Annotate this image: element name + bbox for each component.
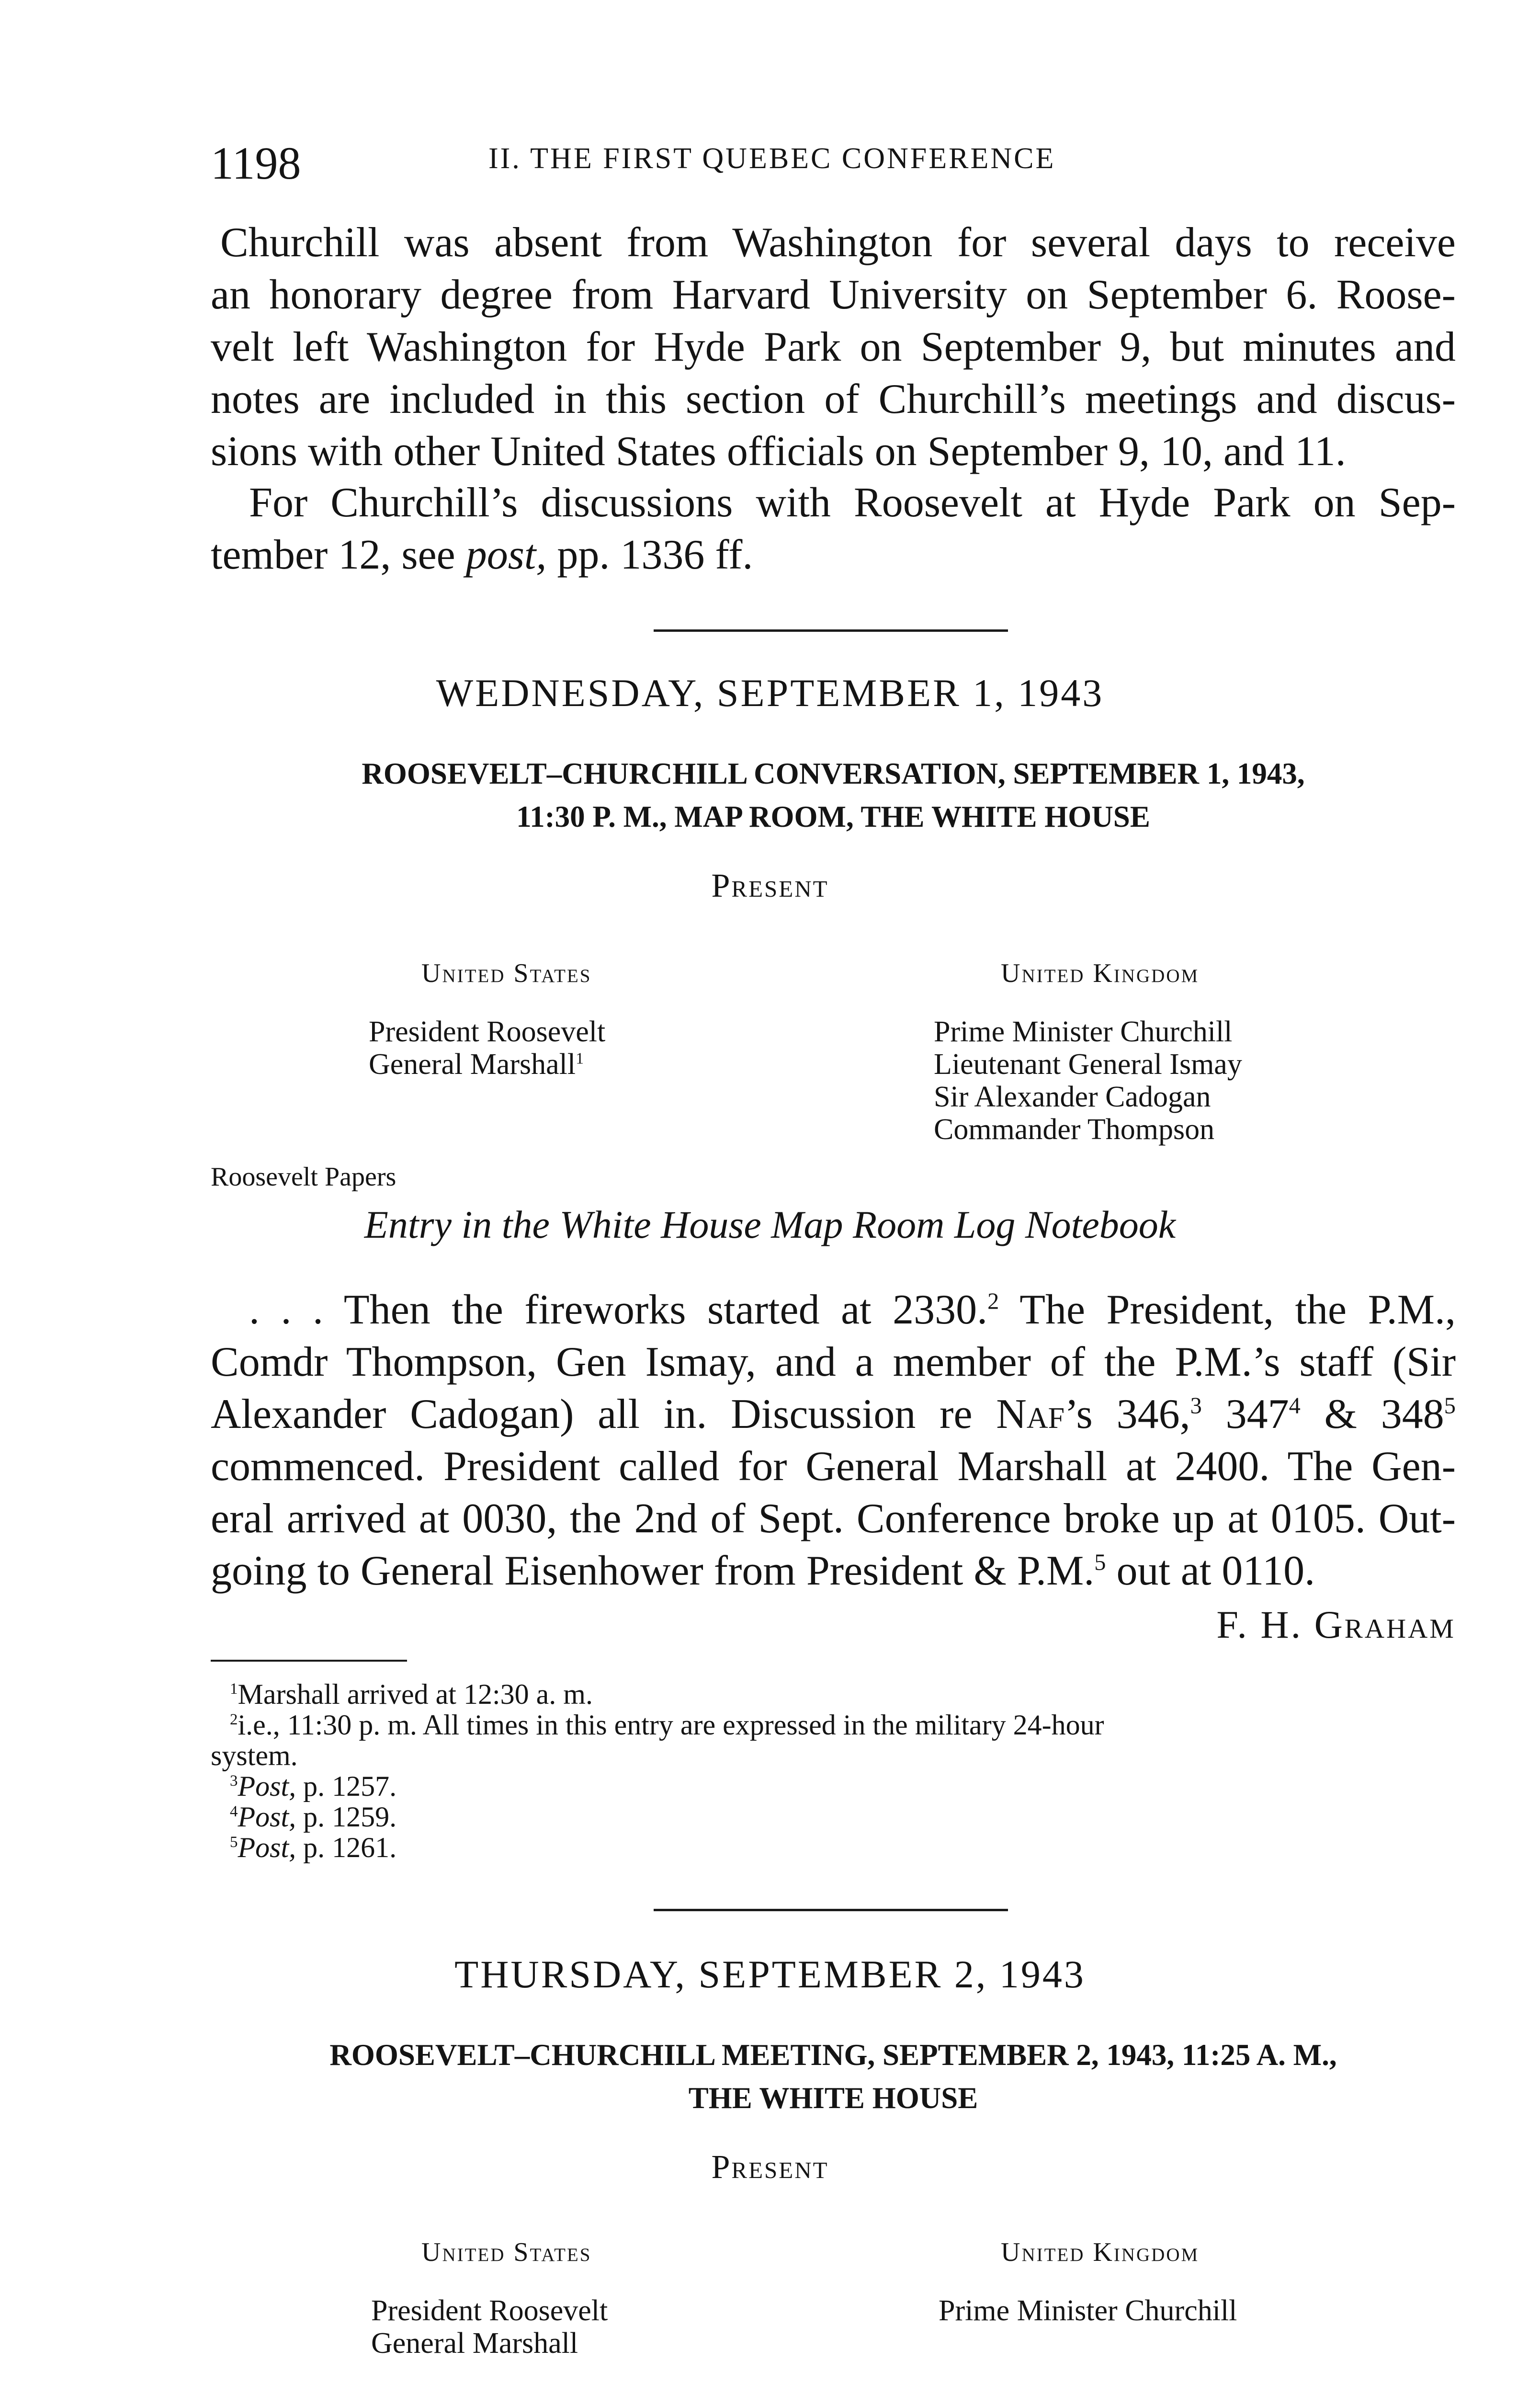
body-line: eral arrived at 0030, the 2nd of Sept. Conference broke up at 0105. Out- — [211, 1495, 1456, 1542]
italic-post: post, — [465, 532, 547, 578]
text: The President, the P.M., — [999, 1287, 1456, 1333]
intro-line: an honorary degree from Harvard University on September 6. Roose- — [211, 272, 1456, 318]
footnote-ref: 5 — [1094, 1550, 1106, 1575]
body-line — [211, 1388, 1456, 1440]
footnotes — [211, 1679, 1456, 1863]
footnote — [211, 1802, 1456, 1832]
footnote-text: i.e., 11:30 p. m. All times in this entry are expressed in the military 24-hour — [238, 1709, 1104, 1741]
attendee: Sir Alexander Cadogan — [934, 1081, 1211, 1113]
day-heading: THURSDAY, SEPTEMBER 2, 1943 — [454, 1952, 1086, 1996]
footnote — [211, 1710, 1456, 1740]
us-label: United States — [421, 958, 592, 988]
attendee: Prime Minister Churchill — [934, 1015, 1233, 1048]
attendee: Prime Minister Churchill — [939, 2294, 1237, 2327]
uk-label: United Kingdom — [1001, 2237, 1200, 2267]
intro-line: velt left Washington for Hyde Park on September 9, but minutes and — [211, 324, 1456, 370]
footnote-ref: 2 — [987, 1289, 999, 1314]
conference-title — [211, 2033, 1456, 2120]
footnote-number: 1 — [230, 1680, 238, 1698]
footnote-number: 4 — [230, 1803, 238, 1820]
uk-attendees — [939, 2294, 1237, 2327]
text: ’s 346, — [1064, 1391, 1190, 1437]
footnote-text: Marshall arrived at 12:30 a. m. — [238, 1678, 593, 1710]
attendee: Lieutenant General Ismay — [934, 1048, 1242, 1081]
conference-line: THE WHITE HOUSE — [688, 2081, 978, 2115]
attendee: Commander Thompson — [934, 1113, 1215, 1146]
present-heading: Present — [711, 2149, 829, 2186]
footnote-ref: 1 — [576, 1049, 584, 1068]
footnote-number: 3 — [230, 1772, 238, 1790]
text: going to General Eisenhower from President & P.M. — [211, 1548, 1095, 1594]
italic-post: Post, — [238, 1801, 296, 1833]
body-line: Comdr Thompson, Gen Ismay, and a member of the P.M.’s staff (Sir — [211, 1339, 1456, 1385]
body-line — [211, 1545, 1456, 1597]
intro-line-2 — [211, 529, 1456, 581]
intro-paragraph-2 — [211, 477, 1456, 581]
italic-post: Post, — [238, 1832, 296, 1863]
footnote-ref: 4 — [1289, 1393, 1301, 1419]
footnote-divider — [211, 1660, 407, 1662]
footnote-text: p. 1261. — [296, 1832, 397, 1863]
conference-title — [211, 752, 1456, 838]
conference-line: ROOSEVELT–CHURCHILL MEETING, SEPTEMBER 2, 1943, 11:25 A. M., — [329, 2038, 1337, 2072]
text: . . . Then the fireworks started at 2330. — [249, 1287, 988, 1333]
footnote-number: 2 — [230, 1711, 238, 1728]
attendee: President Roosevelt — [369, 1015, 606, 1048]
body-line — [211, 1284, 1456, 1336]
section-divider — [654, 1909, 1008, 1911]
footnote — [211, 1679, 1456, 1710]
signature: F. H. Graham — [1216, 1603, 1456, 1646]
text: 347 — [1201, 1391, 1289, 1437]
us-attendees — [369, 1015, 605, 1081]
us-attendees — [371, 2294, 608, 2360]
intro-line: sions with other United States officials on September 9, 10, and 11. — [211, 428, 1346, 475]
text: out at 0110. — [1106, 1548, 1315, 1594]
footnote-continuation: system. — [211, 1740, 298, 1771]
footnote-text: p. 1259. — [296, 1801, 397, 1833]
intro-line: notes are included in this section of Churchill’s meetings and discus- — [211, 376, 1456, 422]
footnote — [211, 1832, 1456, 1863]
day-heading: WEDNESDAY, SEPTEMBER 1, 1943 — [436, 671, 1104, 715]
conference-line: 11:30 P. M., MAP ROOM, THE WHITE HOUSE — [516, 800, 1150, 833]
text: tember 12, see — [211, 532, 466, 578]
section-divider — [654, 629, 1008, 632]
source-label: Roosevelt Papers — [211, 1162, 396, 1192]
page-number: 1198 — [211, 137, 301, 189]
present-heading: Present — [711, 867, 829, 904]
us-label: United States — [421, 2237, 592, 2267]
running-title: II. THE FIRST QUEBEC CONFERENCE — [488, 142, 1056, 175]
attendee: President Roosevelt — [371, 2294, 608, 2327]
attendee — [369, 1048, 605, 1081]
footnote — [211, 1771, 1456, 1802]
text: & 348 — [1300, 1391, 1444, 1437]
footnote-ref: 3 — [1190, 1393, 1202, 1419]
body-line: commenced. President called for General Marshall at 2400. The Gen- — [211, 1443, 1456, 1490]
uk-label: United Kingdom — [1001, 958, 1200, 988]
text: Alexander Cadogan) all in. Discussion re — [211, 1391, 996, 1437]
intro-line: Churchill was absent from Washington for several days to receive — [220, 219, 1456, 266]
italic-post: Post, — [238, 1770, 296, 1802]
text: pp. 1336 ff. — [546, 532, 753, 578]
uk-attendees — [934, 1015, 1242, 1146]
attendee-name: General Marshall — [369, 1048, 576, 1081]
log-entry-body — [211, 1284, 1456, 1597]
conference-line: ROOSEVELT–CHURCHILL CONVERSATION, SEPTEMBER 1, 1943, — [362, 757, 1305, 790]
footnote-ref: 5 — [1444, 1393, 1456, 1419]
naf-abbrev: Naf — [996, 1391, 1065, 1437]
intro-line: For Churchill’s discussions with Roosevelt at Hyde Park on Sep- — [249, 479, 1456, 526]
intro-paragraph-1 — [211, 217, 1456, 478]
attendee: General Marshall — [371, 2327, 578, 2360]
footnote-text: p. 1257. — [296, 1770, 397, 1802]
footnote-number: 5 — [230, 1834, 238, 1851]
document-title: Entry in the White House Map Room Log Notebook — [364, 1203, 1176, 1246]
